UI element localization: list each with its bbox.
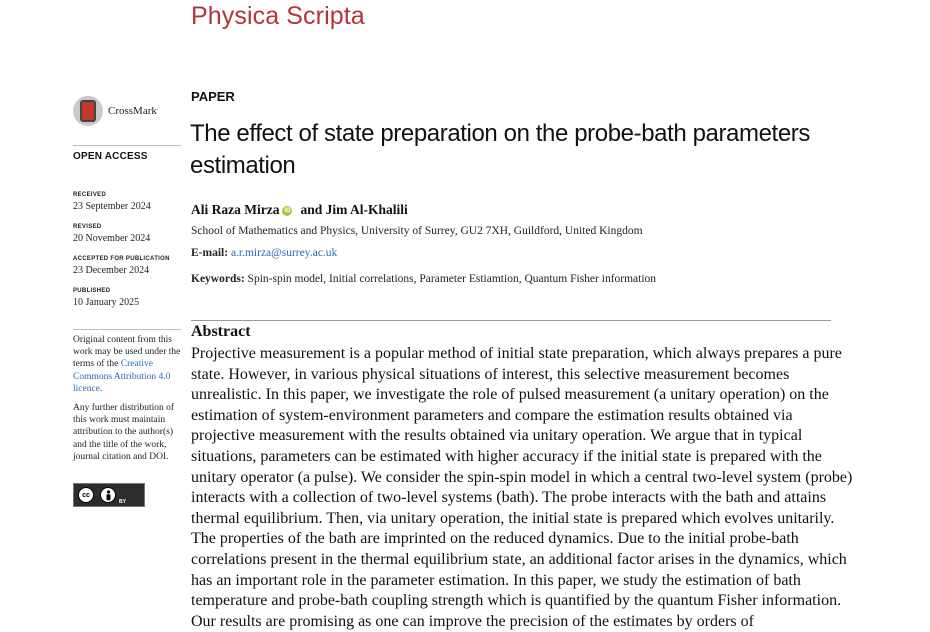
paper-title: The effect of state preparation on the probe-bath parameters estimation — [190, 120, 810, 179]
license-text: Original content from this work may be used under the terms of the Creative Commons Attribution 4.0 licence. — [73, 335, 181, 394]
sidebar-divider — [73, 329, 181, 330]
cc-by-badge[interactable] — [73, 483, 145, 507]
crossmark-icon — [73, 96, 103, 126]
abstract-divider — [191, 320, 831, 321]
journal-name[interactable]: Physica Scripta — [191, 2, 365, 30]
keywords-text: Spin-spin model, Initial correlations, Parameter Estiamtion, Quantum Fisher information — [247, 273, 657, 285]
crossmark-label: CrossMark — [108, 105, 157, 117]
author-list — [191, 202, 408, 218]
accepted-label: ACCEPTED FOR PUBLICATION — [73, 256, 170, 262]
email-label: E-mail: — [191, 247, 229, 259]
by-label: BY — [119, 499, 126, 505]
affiliation: School of Mathematics and Physics, University of Surrey, GU2 7XH, Guildford, United Kingdom — [191, 225, 643, 237]
license-notice — [73, 334, 185, 470]
received-label: RECEIVED — [73, 192, 107, 198]
orcid-icon[interactable]: iD — [284, 208, 291, 214]
abstract-body: Projective measurement is a popular method of initial state preparation, which always prepares a pure state. However, in various physical situations of interest, this selective measurement becomes unrealistic. In this paper, we investigate the role of pulsed measurement (a unitary operation) on the estimation of system-environment parameters and compare the estimation results obtained via projective measurement with the results obtained via unitary operation. We argue that in typical situations, parameters can be estimated with higher accuracy if the initial state is prepared with the unitary operator (a pulse). We consider the spin-spin model in which a central two-level system (probe) interacts with a collection of two-level systems (bath). The probe interacts with the bath and attains thermal equilibrium. Then, via unitary operation, the initial state is prepared which evolves unitarily. The properties of the bath are imprinted on the reduced dynamics. Due to the initial probe-bath correlations present in the thermal equilibrium state, an additional factor arises in the dynamics, which has an important role in the parameter estimation. In this paper, we study the estimation of bath temperature and probe-bath coupling strength which is quantified by the quantum Fisher information. Our results are promising as one can improve the precision of the estimates by orders of — [191, 345, 853, 630]
keywords-line — [191, 273, 656, 285]
email-link[interactable]: a.r.mirza@surrey.ac.uk — [230, 247, 338, 259]
published-date: 10 January 2025 — [73, 297, 140, 308]
open-access-label: OPEN ACCESS — [73, 151, 148, 162]
cc-icon: cc — [78, 487, 94, 503]
abstract-heading: Abstract — [191, 323, 251, 340]
paper-type: PAPER — [191, 89, 235, 104]
attribution-person-icon — [100, 487, 116, 503]
published-label: PUBLISHED — [73, 288, 111, 294]
distribution-notice: Any further distribution of this work must maintain attribution to the author(s) and the title of the work, journal citation and DOI. — [73, 403, 175, 462]
revised-date: 20 November 2024 — [73, 233, 151, 244]
cc-license-link[interactable]: Creative Commons Attribution 4.0 licence — [73, 359, 171, 394]
received-date: 23 September 2024 — [73, 201, 151, 212]
crossmark-badge[interactable] — [73, 96, 157, 126]
author-name[interactable]: and Jim Al-Khalili — [300, 202, 408, 217]
sidebar-divider — [73, 145, 181, 146]
keywords-label: Keywords: — [191, 273, 245, 285]
author-name[interactable]: Ali Raza Mirza — [191, 202, 280, 217]
accepted-date: 23 December 2024 — [73, 265, 150, 276]
email-line — [191, 247, 337, 259]
revised-label: REVISED — [73, 224, 102, 230]
